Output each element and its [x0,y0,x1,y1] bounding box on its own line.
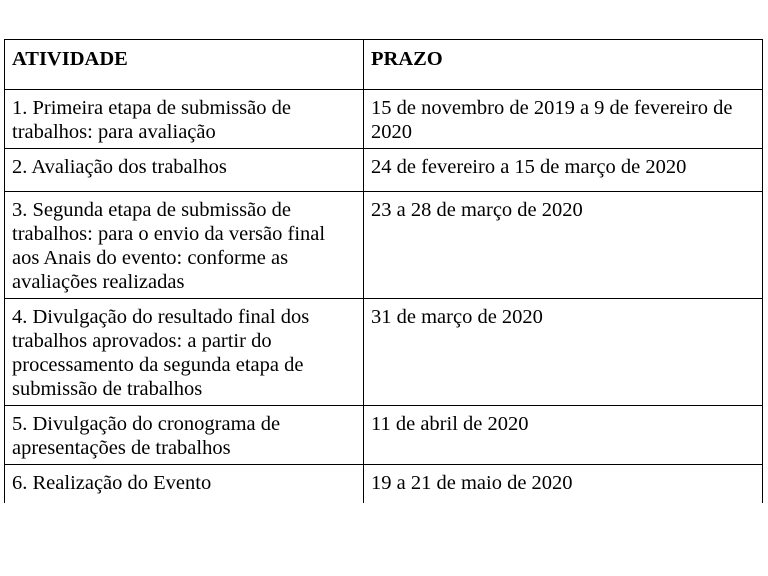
table-row [5,192,763,299]
activity-cell: 2. Avaliação dos trabalhos [5,149,364,192]
activity-cell: 4. Divulgação do resultado final dos trabalhos aprovados: a partir do processamento da segunda etapa de submissão de trabalhos [5,299,364,406]
deadline-cell: 15 de novembro de 2019 a 9 de fevereiro de 2020 [364,90,763,149]
deadline-cell: 23 a 28 de março de 2020 [364,192,763,299]
deadline-cell: 24 de fevereiro a 15 de março de 2020 [364,149,763,192]
activity-cell: 3. Segunda etapa de submissão de trabalhos: para o envio da versão final aos Anais do evento: conforme as avaliações realizadas [5,192,364,299]
deadline-cell: 11 de abril de 2020 [364,406,763,465]
table-row [5,90,763,149]
deadline-cell: 31 de março de 2020 [364,299,763,406]
table-row [5,406,763,465]
header-row [5,40,763,90]
activity-cell: 5. Divulgação do cronograma de apresentações de trabalhos [5,406,364,465]
header-deadline: PRAZO [364,40,763,90]
schedule-table [4,39,763,503]
header-activity: ATIVIDADE [5,40,364,90]
table-body [5,90,763,504]
table-row [5,465,763,504]
table-row [5,149,763,192]
activity-cell: 1. Primeira etapa de submissão de trabalhos: para avaliação [5,90,364,149]
deadline-cell: 19 a 21 de maio de 2020 [364,465,763,504]
table-row [5,299,763,406]
table-header [5,40,763,90]
activity-cell: 6. Realização do Evento [5,465,364,504]
